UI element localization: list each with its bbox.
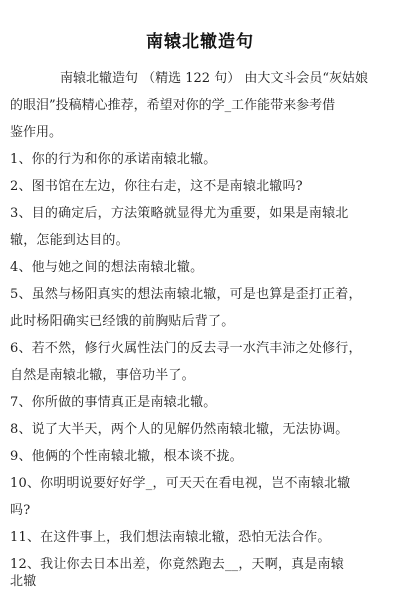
list-item: 7、你所做的事情真正是南辕北辙。 xyxy=(10,395,217,410)
list-item: 8、说了大半天，两个人的见解仍然南辕北辙，无法协调。 xyxy=(10,422,349,437)
list-item: 6、若不然，修行火属性法门的反去寻一水汽丰沛之处修行， xyxy=(10,341,362,356)
list-item: 北辙 xyxy=(10,574,37,589)
list-item: 11、在这件事上，我们想法南辕北辙，恐怕无法合作。 xyxy=(10,530,331,545)
intro-line: 鉴作用。 xyxy=(10,125,63,140)
list-item: 1、你的行为和你的承诺南辕北辙。 xyxy=(10,152,217,167)
intro-line: 南辕北辙造句 （精选 122 句） 由大文斗会员“灰姑娘 xyxy=(60,71,368,86)
list-item: 4、他与她之间的想法南辕北辙。 xyxy=(10,260,204,275)
page-title: 南辕北辙造句 xyxy=(146,32,254,52)
list-item: 辙，怎能到达目的。 xyxy=(10,233,129,248)
list-item: 2、图书馆在左边，你往右走，这不是南辕北辙吗? xyxy=(10,179,303,194)
list-item: 吗? xyxy=(10,503,31,518)
intro-paragraph xyxy=(0,70,400,142)
list-item: 10、你明明说要好好学_，可天天在看电视，岂不南辕北辙 xyxy=(10,476,351,491)
list-item: 12、我让你去日本出差，你竟然跑去__，天啊，真是南辕 xyxy=(10,557,344,572)
list-item: 9、他俩的个性南辕北辙，根本谈不拢。 xyxy=(10,449,243,464)
list-item: 自然是南辕北辙，事倍功半了。 xyxy=(10,368,195,383)
list-item: 3、目的确定后，方法策略就显得尤为重要，如果是南辕北 xyxy=(10,206,349,221)
list-item: 5、虽然与杨阳真实的想法南辕北辙，可是也算是歪打正着， xyxy=(10,287,362,302)
intro-line: 的眼泪”投稿精心推荐，希望对你的学_工作能带来参考借 xyxy=(10,98,336,113)
list-item: 此时杨阳确实已经饿的前胸贴后背了。 xyxy=(10,314,235,329)
